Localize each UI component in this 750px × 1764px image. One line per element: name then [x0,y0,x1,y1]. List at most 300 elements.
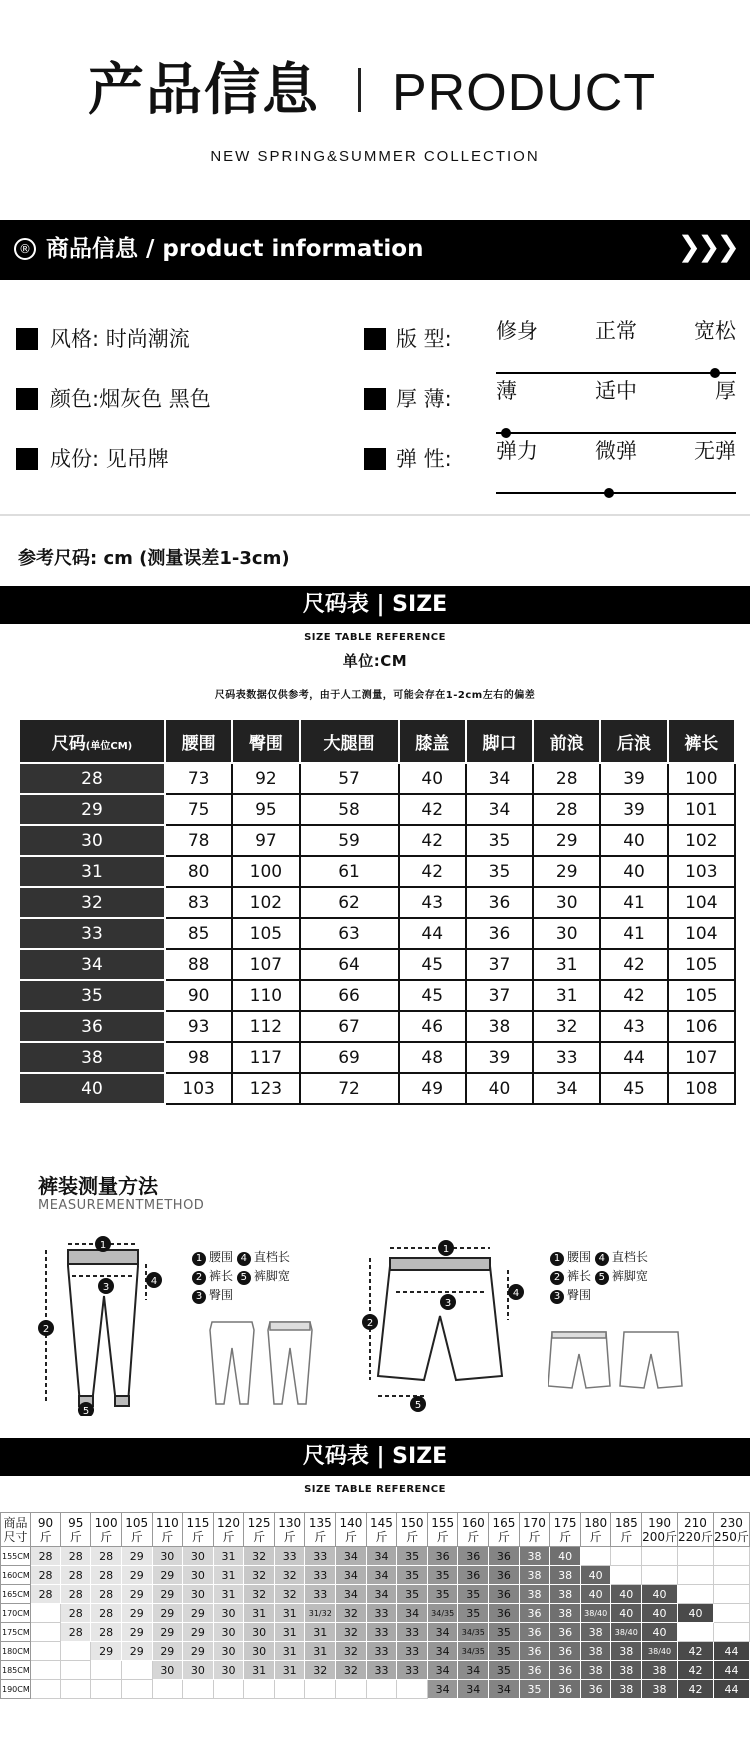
page-title-en: PRODUCT [392,64,657,122]
size-cell [678,1566,714,1585]
size-table-caption-2: SIZE TABLE REFERENCE [304,1484,446,1495]
size-cell: 35 [489,1661,520,1680]
size-cell: 35 [458,1585,489,1604]
size-cell: 31 [213,1585,244,1604]
size-cell: 38/40 [642,1642,678,1661]
legend-text: 裤长 [209,1269,234,1283]
header-cell: 脚口 [466,719,533,763]
size-cell [678,1623,714,1642]
size-cell: 34 [427,1642,458,1661]
size-cell: 29 [152,1642,183,1661]
size-cell: 33 [19,918,165,949]
size-cell: 38 [519,1547,550,1566]
measure-cell: 48 [399,1042,466,1073]
size-cell: 29 [91,1642,122,1661]
size-cell: 28 [19,763,165,794]
weight-table-body [1,1513,750,1699]
size-cell: 31/32 [305,1604,336,1623]
size-cell: 33 [366,1642,397,1661]
size-cell: 32 [274,1566,305,1585]
svg-text:3: 3 [102,1282,110,1293]
long-pants-legend [192,1248,290,1305]
table-row [19,856,735,887]
size-cell: 29 [152,1566,183,1585]
size-cell: 28 [91,1604,122,1623]
size-cell [61,1661,91,1680]
size-cell: 32 [336,1604,367,1623]
size-cell: 31 [19,856,165,887]
table-row [19,763,735,794]
measure-cell: 75 [165,794,232,825]
size-cell: 36 [550,1680,581,1699]
num-icon: 4 [595,1252,609,1266]
measurement-subtitle: MEASUREMENTMETHOD [38,1198,205,1213]
weight-header-cell: 145 斤 [366,1513,397,1547]
measure-cell: 73 [165,763,232,794]
measure-cell: 35 [466,825,533,856]
size-cell: 38 [550,1566,581,1585]
size-cell: 40 [550,1547,581,1566]
table-row [1,1661,750,1680]
measure-cell: 39 [600,794,667,825]
table-row [19,918,735,949]
size-cell: 29 [183,1623,214,1642]
size-cell: 35 [489,1623,520,1642]
bullet-square-icon [16,448,38,470]
size-cell: 30 [213,1642,244,1661]
svg-text:1: 1 [99,1240,107,1251]
measure-cell: 39 [466,1042,533,1073]
shorts-legend [550,1248,648,1305]
weight-header-cell: 190 200斤 [642,1513,678,1547]
measure-cell: 32 [533,1011,600,1042]
size-cell [30,1642,60,1661]
size-cell: 34 [489,1680,520,1699]
svg-text:3: 3 [444,1298,452,1309]
size-cell: 44 [713,1642,749,1661]
size-cell: 32 [274,1585,305,1604]
legend-text: 裤脚宽 [611,1269,648,1283]
size-cell: 28 [30,1585,60,1604]
size-cell: 31 [274,1623,305,1642]
measure-cell: 31 [533,949,600,980]
size-cell: 28 [91,1566,122,1585]
size-cell: 34 [366,1585,397,1604]
num-icon: 1 [192,1252,206,1266]
size-cell [91,1680,122,1699]
svg-text:4: 4 [150,1276,158,1287]
weight-header-cell: 175 斤 [550,1513,581,1547]
size-cell: 28 [91,1623,122,1642]
size-cell: 28 [91,1585,122,1604]
measure-cell: 117 [232,1042,299,1073]
size-table-header [19,719,735,763]
measure-cell: 61 [300,856,399,887]
bullet-square-icon [16,328,38,350]
height-cell: 165CM [1,1585,31,1604]
size-cell [121,1680,152,1699]
size-cell: 28 [30,1547,60,1566]
thickness-scale [496,378,736,404]
size-cell: 33 [366,1623,397,1642]
svg-text:2: 2 [42,1324,50,1335]
size-cell: 40 [642,1604,678,1623]
weight-header-cell: 170 斤 [519,1513,550,1547]
fit-option: 正常 [595,319,637,343]
weight-header-cell: 165 斤 [489,1513,520,1547]
height-cell: 155CM [1,1547,31,1566]
height-cell: 160CM [1,1566,31,1585]
size-cell: 36 [550,1642,581,1661]
scale-line [496,372,736,374]
size-cell: 35 [489,1642,520,1661]
thickness-option: 薄 [496,379,517,403]
size-cell: 35 [427,1585,458,1604]
attr-elastic-label: 弹 性: [396,447,452,471]
size-cell: 31 [244,1604,275,1623]
size-cell [61,1642,91,1661]
size-cell: 30 [213,1623,244,1642]
size-cell: 40 [580,1585,611,1604]
legend-text: 裤长 [567,1269,592,1283]
measure-cell: 40 [600,825,667,856]
measure-cell: 28 [533,763,600,794]
size-cell: 40 [580,1566,611,1585]
legend-text: 腰围 [567,1250,592,1264]
size-cell: 33 [397,1642,428,1661]
measure-cell: 107 [668,1042,735,1073]
size-cell: 35 [458,1604,489,1623]
table-row [1,1680,750,1699]
size-cell: 32 [336,1623,367,1642]
measure-cell: 100 [232,856,299,887]
measure-cell: 67 [300,1011,399,1042]
measure-cell: 59 [300,825,399,856]
measure-cell: 107 [232,949,299,980]
measure-cell: 72 [300,1073,399,1104]
measure-cell: 112 [232,1011,299,1042]
size-cell: 38 [580,1661,611,1680]
measure-cell: 37 [466,980,533,1011]
size-cell: 36 [458,1547,489,1566]
size-cell [713,1585,749,1604]
product-info-bar [0,220,750,280]
size-cell: 38 [611,1661,642,1680]
size-cell: 34 [336,1547,367,1566]
measure-cell: 34 [466,794,533,825]
size-cell: 34 [458,1680,489,1699]
size-cell [244,1680,275,1699]
table-row [19,980,735,1011]
measure-cell: 30 [533,887,600,918]
measure-cell: 42 [600,980,667,1011]
thickness-option: 厚 [715,379,736,403]
size-cell: 33 [305,1547,336,1566]
num-icon: 1 [550,1252,564,1266]
table-row [1,1585,750,1604]
info-bar-label: 商品信息 / product information [46,236,424,262]
size-cell [642,1547,678,1566]
title-divider [358,68,361,112]
size-cell: 30 [213,1604,244,1623]
size-reference-note: 参考尺码: cm (测量误差1-3cm) [18,548,290,569]
attr-material: 成份: 见吊牌 [50,447,169,471]
measure-cell: 80 [165,856,232,887]
size-cell [30,1623,60,1642]
num-icon: 5 [237,1271,251,1285]
size-cell: 38 [611,1642,642,1661]
weight-header-cell: 100 斤 [91,1513,122,1547]
size-cell: 29 [183,1604,214,1623]
measure-cell: 123 [232,1073,299,1104]
size-cell: 31 [213,1547,244,1566]
size-table [18,718,736,1105]
size-cell: 30 [244,1623,275,1642]
table-row [1,1623,750,1642]
size-cell: 40 [642,1623,678,1642]
size-cell: 40 [611,1604,642,1623]
measure-cell: 92 [232,763,299,794]
header-cell: 后浪 [600,719,667,763]
table-row [1,1604,750,1623]
attr-style: 风格: 时尚潮流 [50,327,190,351]
measure-cell: 29 [533,856,600,887]
size-cell: 36 [489,1566,520,1585]
svg-text:5: 5 [414,1400,422,1411]
measure-cell: 110 [232,980,299,1011]
long-pants-diagram-icon [28,1236,178,1416]
measure-cell: 78 [165,825,232,856]
table-header-row [1,1513,750,1547]
measurement-title: 裤装测量方法 [38,1174,158,1198]
num-icon: 3 [192,1290,206,1304]
scale-marker [604,488,614,498]
size-cell: 44 [713,1680,749,1699]
shorts-diagram-icon [360,1236,530,1416]
chevrons-right-icon: ❯❯❯ [677,230,736,263]
measure-cell: 85 [165,918,232,949]
measure-cell: 62 [300,887,399,918]
weight-header-cell: 140 斤 [336,1513,367,1547]
size-cell [366,1680,397,1699]
size-cell: 36 [550,1623,581,1642]
size-cell: 34 [366,1547,397,1566]
measure-cell: 100 [668,763,735,794]
header-cell: 裤长 [668,719,735,763]
size-cell: 36 [519,1623,550,1642]
measure-cell: 88 [165,949,232,980]
size-cell: 35 [519,1680,550,1699]
size-cell: 30 [19,825,165,856]
page-title-cn: 产品信息 [88,58,320,123]
size-cell: 36 [519,1642,550,1661]
size-cell [713,1566,749,1585]
size-cell [30,1661,60,1680]
weight-header-cell: 185 斤 [611,1513,642,1547]
measure-cell: 36 [466,918,533,949]
table-row [19,1073,735,1104]
weight-header-cell: 110 斤 [152,1513,183,1547]
size-cell: 44 [713,1661,749,1680]
bullet-square-icon [364,328,386,350]
attr-fit-label: 版 型: [396,327,452,351]
size-cell: 28 [30,1566,60,1585]
measure-cell: 42 [600,949,667,980]
size-cell: 30 [152,1547,183,1566]
measure-cell: 35 [466,856,533,887]
measure-cell: 31 [533,980,600,1011]
measure-cell: 102 [668,825,735,856]
size-cell: 29 [121,1642,152,1661]
size-cell: 33 [366,1604,397,1623]
weight-header-cell: 125 斤 [244,1513,275,1547]
size-cell: 34 [427,1680,458,1699]
size-cell: 30 [183,1585,214,1604]
measure-cell: 69 [300,1042,399,1073]
num-icon: 2 [550,1271,564,1285]
measure-cell: 90 [165,980,232,1011]
size-cell: 29 [152,1604,183,1623]
size-cell: 38 [519,1566,550,1585]
size-cell: 30 [183,1661,214,1680]
size-cell: 29 [183,1642,214,1661]
weight-header-cell: 160 斤 [458,1513,489,1547]
measure-cell: 45 [600,1073,667,1104]
table-row [19,949,735,980]
weight-header-cell: 95 斤 [61,1513,91,1547]
height-cell: 170CM [1,1604,31,1623]
size-cell: 34/35 [427,1604,458,1623]
size-cell: 34 [336,1585,367,1604]
size-cell: 34 [397,1604,428,1623]
size-section-bar: 尺码表 | SIZE [0,586,750,624]
size-cell: 32 [305,1661,336,1680]
measure-cell: 42 [399,825,466,856]
size-cell: 31 [244,1661,275,1680]
measure-cell: 102 [232,887,299,918]
weight-header-cell: 130 斤 [274,1513,305,1547]
size-cell: 38 [550,1604,581,1623]
size-cell [678,1585,714,1604]
measure-cell: 28 [533,794,600,825]
table-row [19,794,735,825]
size-cell: 31 [213,1566,244,1585]
legend-text: 裤脚宽 [253,1269,290,1283]
size-cell: 28 [91,1547,122,1566]
weight-header-cell: 90 斤 [30,1513,60,1547]
size-cell: 40 [19,1073,165,1104]
size-cell: 36 [550,1661,581,1680]
size-cell: 38/40 [580,1604,611,1623]
size-cell [152,1680,183,1699]
size-cell [580,1547,611,1566]
header-cell: 腰围 [165,719,232,763]
size-unit: 单位:CM [342,652,408,670]
size-cell: 35 [19,980,165,1011]
measure-cell: 103 [165,1073,232,1104]
attr-color: 颜色:烟灰色 黑色 [50,387,211,411]
size-cell: 29 [121,1604,152,1623]
size-cell [274,1680,305,1699]
size-cell: 38 [580,1642,611,1661]
size-cell: 38 [642,1661,678,1680]
size-cell [642,1566,678,1585]
size-cell: 38 [611,1680,642,1699]
scale-line [496,492,736,494]
size-cell: 29 [121,1585,152,1604]
measure-cell: 38 [466,1011,533,1042]
size-table-caption: SIZE TABLE REFERENCE [304,632,446,643]
size-cell: 36 [427,1547,458,1566]
scale-marker [710,368,720,378]
height-cell: 190CM [1,1680,31,1699]
size-cell [713,1623,749,1642]
measure-cell: 58 [300,794,399,825]
collection-subtitle: NEW SPRING&SUMMER COLLECTION [210,148,540,165]
size-cell: 31 [274,1642,305,1661]
size-cell [305,1680,336,1699]
size-cell: 28 [61,1585,91,1604]
bullet-square-icon [16,388,38,410]
elastic-option: 微弹 [595,439,637,463]
measure-cell: 42 [399,856,466,887]
scale-line [496,432,736,434]
size-cell: 36 [458,1566,489,1585]
size-cell: 29 [121,1566,152,1585]
measure-cell: 108 [668,1073,735,1104]
size-cell: 29 [152,1585,183,1604]
size-section-bar-2: 尺码表 | SIZE [0,1438,750,1476]
size-note: 尺码表数据仅供参考，由于人工测量，可能会存在1-2cm左右的偏差 [214,690,536,701]
size-cell [397,1680,428,1699]
num-icon: 2 [192,1271,206,1285]
measure-cell: 39 [600,763,667,794]
measure-cell: 93 [165,1011,232,1042]
legend-text: 臀围 [209,1288,234,1302]
measure-cell: 49 [399,1073,466,1104]
size-cell: 34/35 [458,1623,489,1642]
size-cell: 31 [274,1604,305,1623]
size-cell: 30 [152,1661,183,1680]
size-cell: 38 [519,1585,550,1604]
size-cell: 32 [19,887,165,918]
table-row [19,887,735,918]
elastic-scale [496,438,736,464]
shorts-sketch-icon [548,1326,688,1396]
weight-header-cell: 115 斤 [183,1513,214,1547]
measure-cell: 34 [533,1073,600,1104]
size-cell: 35 [427,1566,458,1585]
elastic-option: 弹力 [496,439,538,463]
size-cell: 40 [611,1585,642,1604]
size-cell: 34/35 [458,1642,489,1661]
measure-cell: 43 [399,887,466,918]
header-cell: 膝盖 [399,719,466,763]
measure-cell: 64 [300,949,399,980]
bullet-square-icon [364,388,386,410]
scale-marker [501,428,511,438]
elastic-option: 无弹 [694,439,736,463]
corner-cell: 商品 尺寸 [1,1513,31,1547]
measure-cell: 46 [399,1011,466,1042]
size-table-body [19,763,735,1104]
weight-header-cell: 210 220斤 [678,1513,714,1547]
weight-size-table [0,1512,750,1699]
legend-text: 臀围 [567,1288,592,1302]
size-cell: 33 [397,1661,428,1680]
size-cell: 36 [19,1011,165,1042]
size-cell: 34 [427,1623,458,1642]
